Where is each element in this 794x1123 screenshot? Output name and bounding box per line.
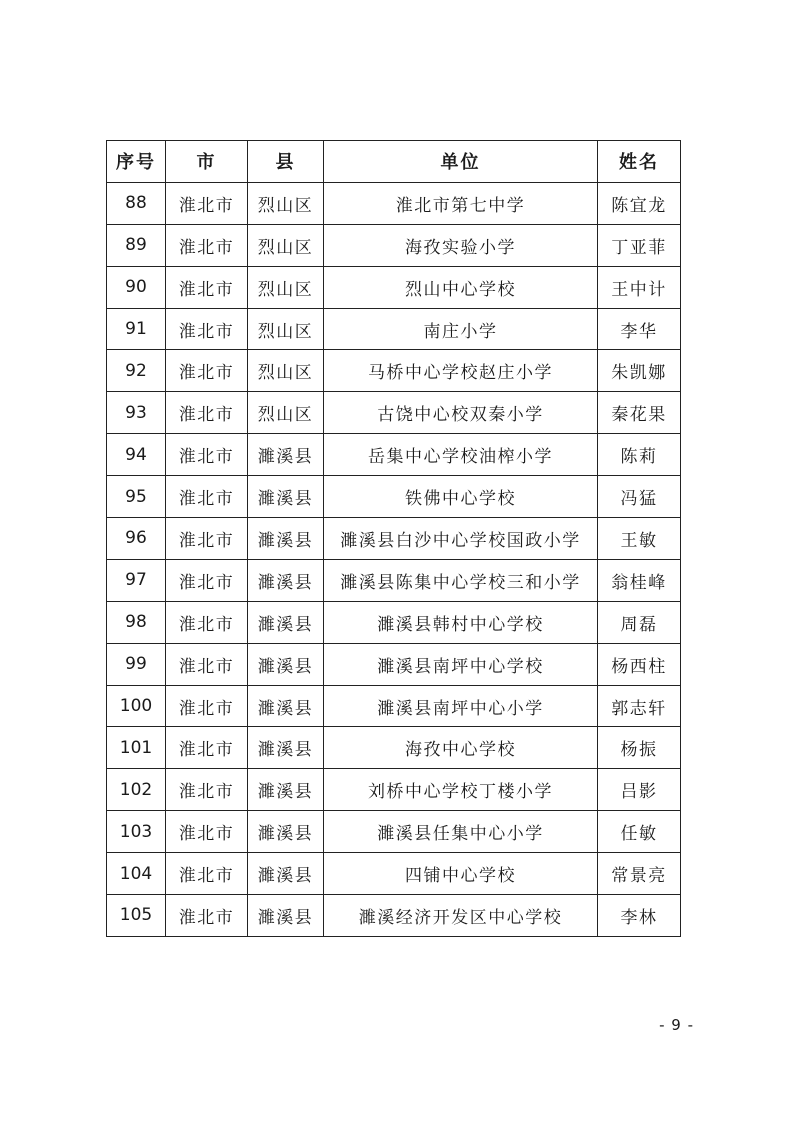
table-row xyxy=(107,811,681,853)
cell-unit: 铁佛中心学校 xyxy=(324,476,598,518)
cell-name: 朱凯娜 xyxy=(598,350,681,392)
cell-city: 淮北市 xyxy=(166,727,248,769)
cell-county: 濉溪县 xyxy=(248,685,324,727)
cell-index: 98 xyxy=(107,601,166,643)
cell-county: 濉溪县 xyxy=(248,559,324,601)
cell-index: 95 xyxy=(107,476,166,518)
cell-index: 101 xyxy=(107,727,166,769)
cell-county: 濉溪县 xyxy=(248,769,324,811)
table-row xyxy=(107,727,681,769)
page-number: - 9 - xyxy=(659,1016,694,1034)
cell-county: 濉溪县 xyxy=(248,601,324,643)
cell-county: 烈山区 xyxy=(248,350,324,392)
cell-city: 淮北市 xyxy=(166,350,248,392)
cell-unit: 四铺中心学校 xyxy=(324,853,598,895)
cell-city: 淮北市 xyxy=(166,559,248,601)
cell-county: 烈山区 xyxy=(248,392,324,434)
table-header-row xyxy=(107,141,681,183)
table-row xyxy=(107,434,681,476)
cell-city: 淮北市 xyxy=(166,434,248,476)
cell-index: 94 xyxy=(107,434,166,476)
cell-county: 濉溪县 xyxy=(248,643,324,685)
table-row xyxy=(107,266,681,308)
cell-name: 郭志轩 xyxy=(598,685,681,727)
cell-index: 90 xyxy=(107,266,166,308)
table-row xyxy=(107,308,681,350)
table-body xyxy=(107,182,681,936)
cell-unit: 烈山中心学校 xyxy=(324,266,598,308)
cell-unit: 濉溪县南坪中心小学 xyxy=(324,685,598,727)
cell-county: 濉溪县 xyxy=(248,518,324,560)
table-row xyxy=(107,643,681,685)
cell-index: 92 xyxy=(107,350,166,392)
cell-county: 濉溪县 xyxy=(248,853,324,895)
cell-unit: 海孜中心学校 xyxy=(324,727,598,769)
header-name: 姓名 xyxy=(598,141,681,183)
table-row xyxy=(107,769,681,811)
cell-unit: 淮北市第七中学 xyxy=(324,182,598,224)
cell-name: 陈莉 xyxy=(598,434,681,476)
cell-unit: 濉溪县白沙中心学校国政小学 xyxy=(324,518,598,560)
table-row xyxy=(107,559,681,601)
cell-name: 王敏 xyxy=(598,518,681,560)
cell-city: 淮北市 xyxy=(166,895,248,937)
cell-city: 淮北市 xyxy=(166,643,248,685)
cell-index: 96 xyxy=(107,518,166,560)
cell-name: 秦花果 xyxy=(598,392,681,434)
cell-unit: 南庄小学 xyxy=(324,308,598,350)
cell-name: 冯猛 xyxy=(598,476,681,518)
cell-name: 陈宜龙 xyxy=(598,182,681,224)
cell-city: 淮北市 xyxy=(166,308,248,350)
cell-county: 烈山区 xyxy=(248,308,324,350)
cell-city: 淮北市 xyxy=(166,601,248,643)
cell-index: 91 xyxy=(107,308,166,350)
table-row xyxy=(107,476,681,518)
cell-name: 杨西柱 xyxy=(598,643,681,685)
table-row xyxy=(107,685,681,727)
cell-name: 王中计 xyxy=(598,266,681,308)
cell-index: 104 xyxy=(107,853,166,895)
cell-index: 93 xyxy=(107,392,166,434)
cell-unit: 濉溪县任集中心小学 xyxy=(324,811,598,853)
cell-city: 淮北市 xyxy=(166,266,248,308)
cell-unit: 刘桥中心学校丁楼小学 xyxy=(324,769,598,811)
cell-index: 97 xyxy=(107,559,166,601)
roster-table xyxy=(106,140,681,937)
cell-county: 烈山区 xyxy=(248,266,324,308)
table-row xyxy=(107,895,681,937)
cell-county: 烈山区 xyxy=(248,224,324,266)
cell-county: 濉溪县 xyxy=(248,434,324,476)
header-county: 县 xyxy=(248,141,324,183)
cell-index: 103 xyxy=(107,811,166,853)
cell-unit: 海孜实验小学 xyxy=(324,224,598,266)
cell-city: 淮北市 xyxy=(166,224,248,266)
cell-city: 淮北市 xyxy=(166,769,248,811)
cell-name: 周磊 xyxy=(598,601,681,643)
cell-city: 淮北市 xyxy=(166,853,248,895)
table-row xyxy=(107,350,681,392)
cell-index: 88 xyxy=(107,182,166,224)
cell-county: 濉溪县 xyxy=(248,811,324,853)
cell-index: 89 xyxy=(107,224,166,266)
cell-index: 100 xyxy=(107,685,166,727)
cell-unit: 濉溪县陈集中心学校三和小学 xyxy=(324,559,598,601)
cell-unit: 濉溪经济开发区中心学校 xyxy=(324,895,598,937)
header-index: 序号 xyxy=(107,141,166,183)
cell-county: 濉溪县 xyxy=(248,476,324,518)
cell-index: 99 xyxy=(107,643,166,685)
header-city: 市 xyxy=(166,141,248,183)
cell-name: 翁桂峰 xyxy=(598,559,681,601)
table-row xyxy=(107,518,681,560)
cell-city: 淮北市 xyxy=(166,476,248,518)
cell-name: 吕影 xyxy=(598,769,681,811)
cell-city: 淮北市 xyxy=(166,392,248,434)
cell-unit: 濉溪县南坪中心学校 xyxy=(324,643,598,685)
header-unit: 单位 xyxy=(324,141,598,183)
cell-index: 105 xyxy=(107,895,166,937)
cell-county: 濉溪县 xyxy=(248,727,324,769)
table-row xyxy=(107,853,681,895)
cell-county: 烈山区 xyxy=(248,182,324,224)
table-row xyxy=(107,392,681,434)
cell-name: 李林 xyxy=(598,895,681,937)
table-row xyxy=(107,601,681,643)
cell-name: 常景亮 xyxy=(598,853,681,895)
cell-county: 濉溪县 xyxy=(248,895,324,937)
cell-unit: 古饶中心校双秦小学 xyxy=(324,392,598,434)
cell-name: 杨振 xyxy=(598,727,681,769)
cell-unit: 濉溪县韩村中心学校 xyxy=(324,601,598,643)
cell-unit: 马桥中心学校赵庄小学 xyxy=(324,350,598,392)
cell-name: 丁亚菲 xyxy=(598,224,681,266)
cell-name: 李华 xyxy=(598,308,681,350)
cell-city: 淮北市 xyxy=(166,518,248,560)
cell-city: 淮北市 xyxy=(166,685,248,727)
table-row xyxy=(107,182,681,224)
cell-index: 102 xyxy=(107,769,166,811)
cell-city: 淮北市 xyxy=(166,182,248,224)
cell-city: 淮北市 xyxy=(166,811,248,853)
table-row xyxy=(107,224,681,266)
cell-name: 任敏 xyxy=(598,811,681,853)
cell-unit: 岳集中心学校油榨小学 xyxy=(324,434,598,476)
